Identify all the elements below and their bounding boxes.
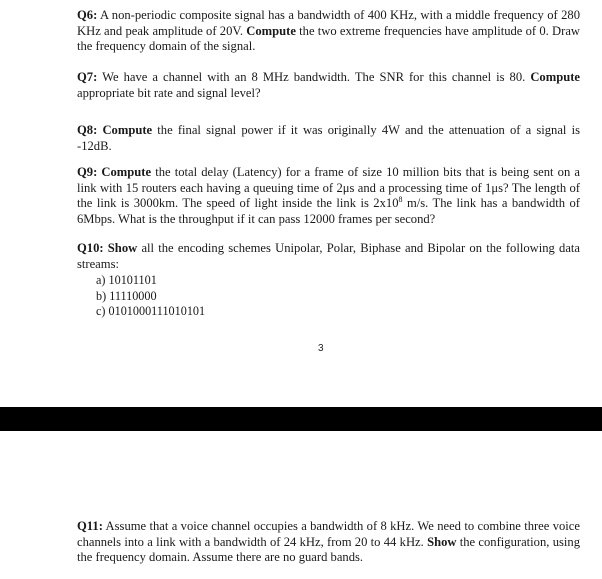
list-item: a) 10101101 — [96, 273, 157, 287]
question-8: Q8: Compute the final signal power if it was originally 4W and the attenuation of a signal is -12dB. — [77, 123, 580, 153]
document-page-lower — [0, 431, 602, 579]
question-9-label: Q9: Compute — [77, 165, 152, 179]
question-6: Q6: A non-periodic composite signal has a bandwidth of 400 KHz, with a middle frequency of 280 KHz and peak amplitude of 20V. Compute the two extreme frequencies have amplitude of 0. Draw the frequency domain of the signal. — [77, 8, 581, 54]
page-number: 3 — [318, 343, 324, 354]
list-item: b) 11110000 — [96, 288, 157, 303]
question-11: Q11: Assume that a voice channel occupies a bandwidth of 8 kHz. We need to combine three voice channels into a link with a bandwidth of 24 kHz, from 20 to 44 kHz. Show the configuration, using the frequency domain. Assume there are no guard bands. — [77, 519, 580, 565]
question-7: Q7: We have a channel with an 8 MHz bandwidth. The SNR for this channel is 80. Compute appropriate bit rate and signal level? — [77, 70, 580, 100]
question-7-label: Q7: — [77, 70, 98, 84]
question-9: Q9: Compute the total delay (Latency) for a frame of size 10 million bits that is being sent on a link with 15 routers each having a queuing time of 2μs and a processing time of 1μs? The length of the link is 3000km. The speed of light inside the link is $2x10^8$ m/s. The link has a bandwidth of 6Mbps. What is the throughput if it can pass 12000 frames per second? — [77, 165, 580, 226]
page-separator — [0, 407, 602, 431]
question-10-label: Q10: Show — [77, 241, 138, 255]
question-6-label: Q6: — [77, 8, 98, 22]
question-11-label: Q11: — [77, 519, 103, 533]
list-item: c) 0101000111010101 — [96, 304, 206, 319]
data-streams-list — [96, 273, 396, 320]
question-8-label: Q8: Compute — [77, 123, 153, 137]
question-10: Q10: Show all the encoding schemes Unipolar, Polar, Biphase and Bipolar on the following data streams: — [77, 241, 581, 271]
